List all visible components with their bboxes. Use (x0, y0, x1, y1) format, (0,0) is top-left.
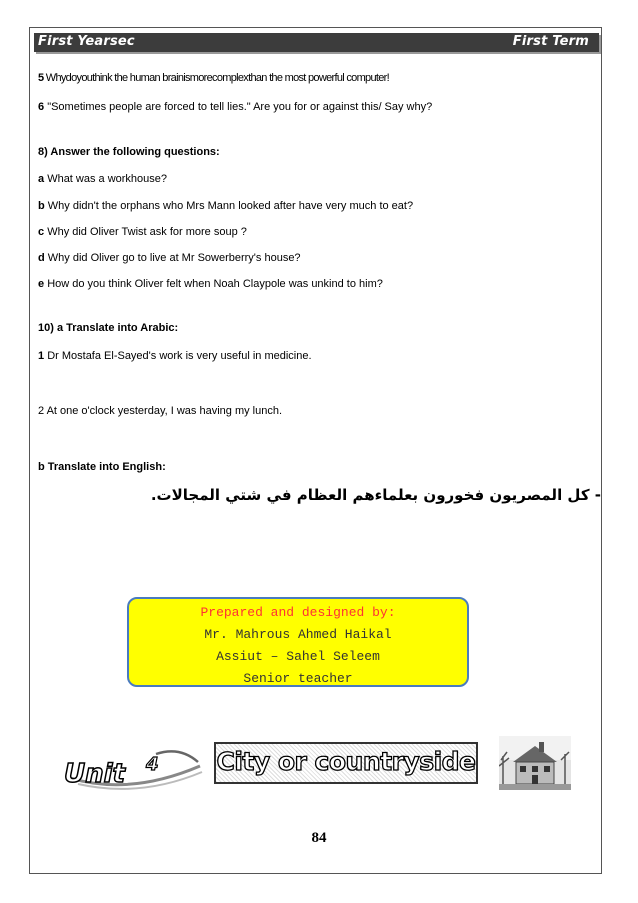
section-heading-text: b Translate into English: (38, 461, 166, 473)
credit-title: Prepared and designed by: (200, 605, 396, 620)
question-6 (38, 101, 432, 113)
question-number: d (38, 252, 45, 264)
section-b-heading (38, 461, 166, 473)
credit-author: Mr. Mahrous Ahmed Haikal (204, 627, 392, 642)
unit-title: City or countryside (216, 747, 476, 776)
question-text: Whydoyouthink the human brainismorecomplexthan the most powerful computer! (45, 72, 389, 84)
question-number: 5 (38, 72, 44, 84)
item-text: 2 At one o'clock yesterday, I was having my lunch. (38, 405, 283, 417)
translate-item-2 (38, 405, 282, 417)
house-image (499, 736, 571, 790)
item-text: Dr Mostafa El-Sayed's work is very useful in medicine. (47, 350, 312, 362)
question-text: Why did Oliver go to live at Mr Sowerberry's house? (47, 252, 301, 264)
page-header (34, 33, 599, 52)
question-text: How do you think Oliver felt when Noah Claypole was unkind to him? (47, 278, 383, 290)
question-number: c (38, 226, 45, 238)
unit-logo-text: Unit (64, 759, 125, 789)
credit-role: Senior teacher (243, 671, 353, 686)
page-number: 84 (311, 830, 327, 846)
question-number: e (38, 278, 45, 290)
question-number: 6 (38, 101, 45, 113)
translate-item-1 (38, 350, 312, 362)
question-a (38, 173, 167, 185)
unit-logo (60, 748, 205, 792)
credit-location: Assiut – Sahel Seleem (216, 649, 380, 664)
section-10-heading (38, 322, 178, 334)
question-text: Why did Oliver Twist ask for more soup ? (47, 226, 247, 238)
question-text: Why didn't the orphans who Mrs Mann looked after have very much to eat? (47, 200, 414, 212)
question-text: "Sometimes people are forced to tell lies." Are you for or against this/ Say why? (47, 101, 433, 113)
question-b (38, 200, 413, 212)
item-number: 1 (38, 350, 45, 362)
credit-box (127, 597, 469, 687)
question-number: a (38, 173, 45, 185)
header-level: First Yearsec (38, 34, 135, 49)
question-d (38, 252, 301, 264)
header-term: First Term (512, 34, 589, 49)
question-c (38, 226, 247, 238)
question-5 (38, 72, 389, 84)
question-number: b (38, 200, 45, 212)
question-e (38, 278, 383, 290)
unit-title-banner (214, 742, 478, 784)
section-heading-text: 8) Answer the following questions: (38, 146, 220, 158)
section-8-heading (38, 146, 220, 158)
arabic-sentence: - كل المصريون فخورون بعلماءهم العظام في شتي المجالات. (150, 486, 601, 504)
section-heading-text: 10) a Translate into Arabic: (38, 322, 179, 334)
unit-logo-number: 4 (146, 754, 159, 775)
question-text: What was a workhouse? (47, 173, 168, 185)
